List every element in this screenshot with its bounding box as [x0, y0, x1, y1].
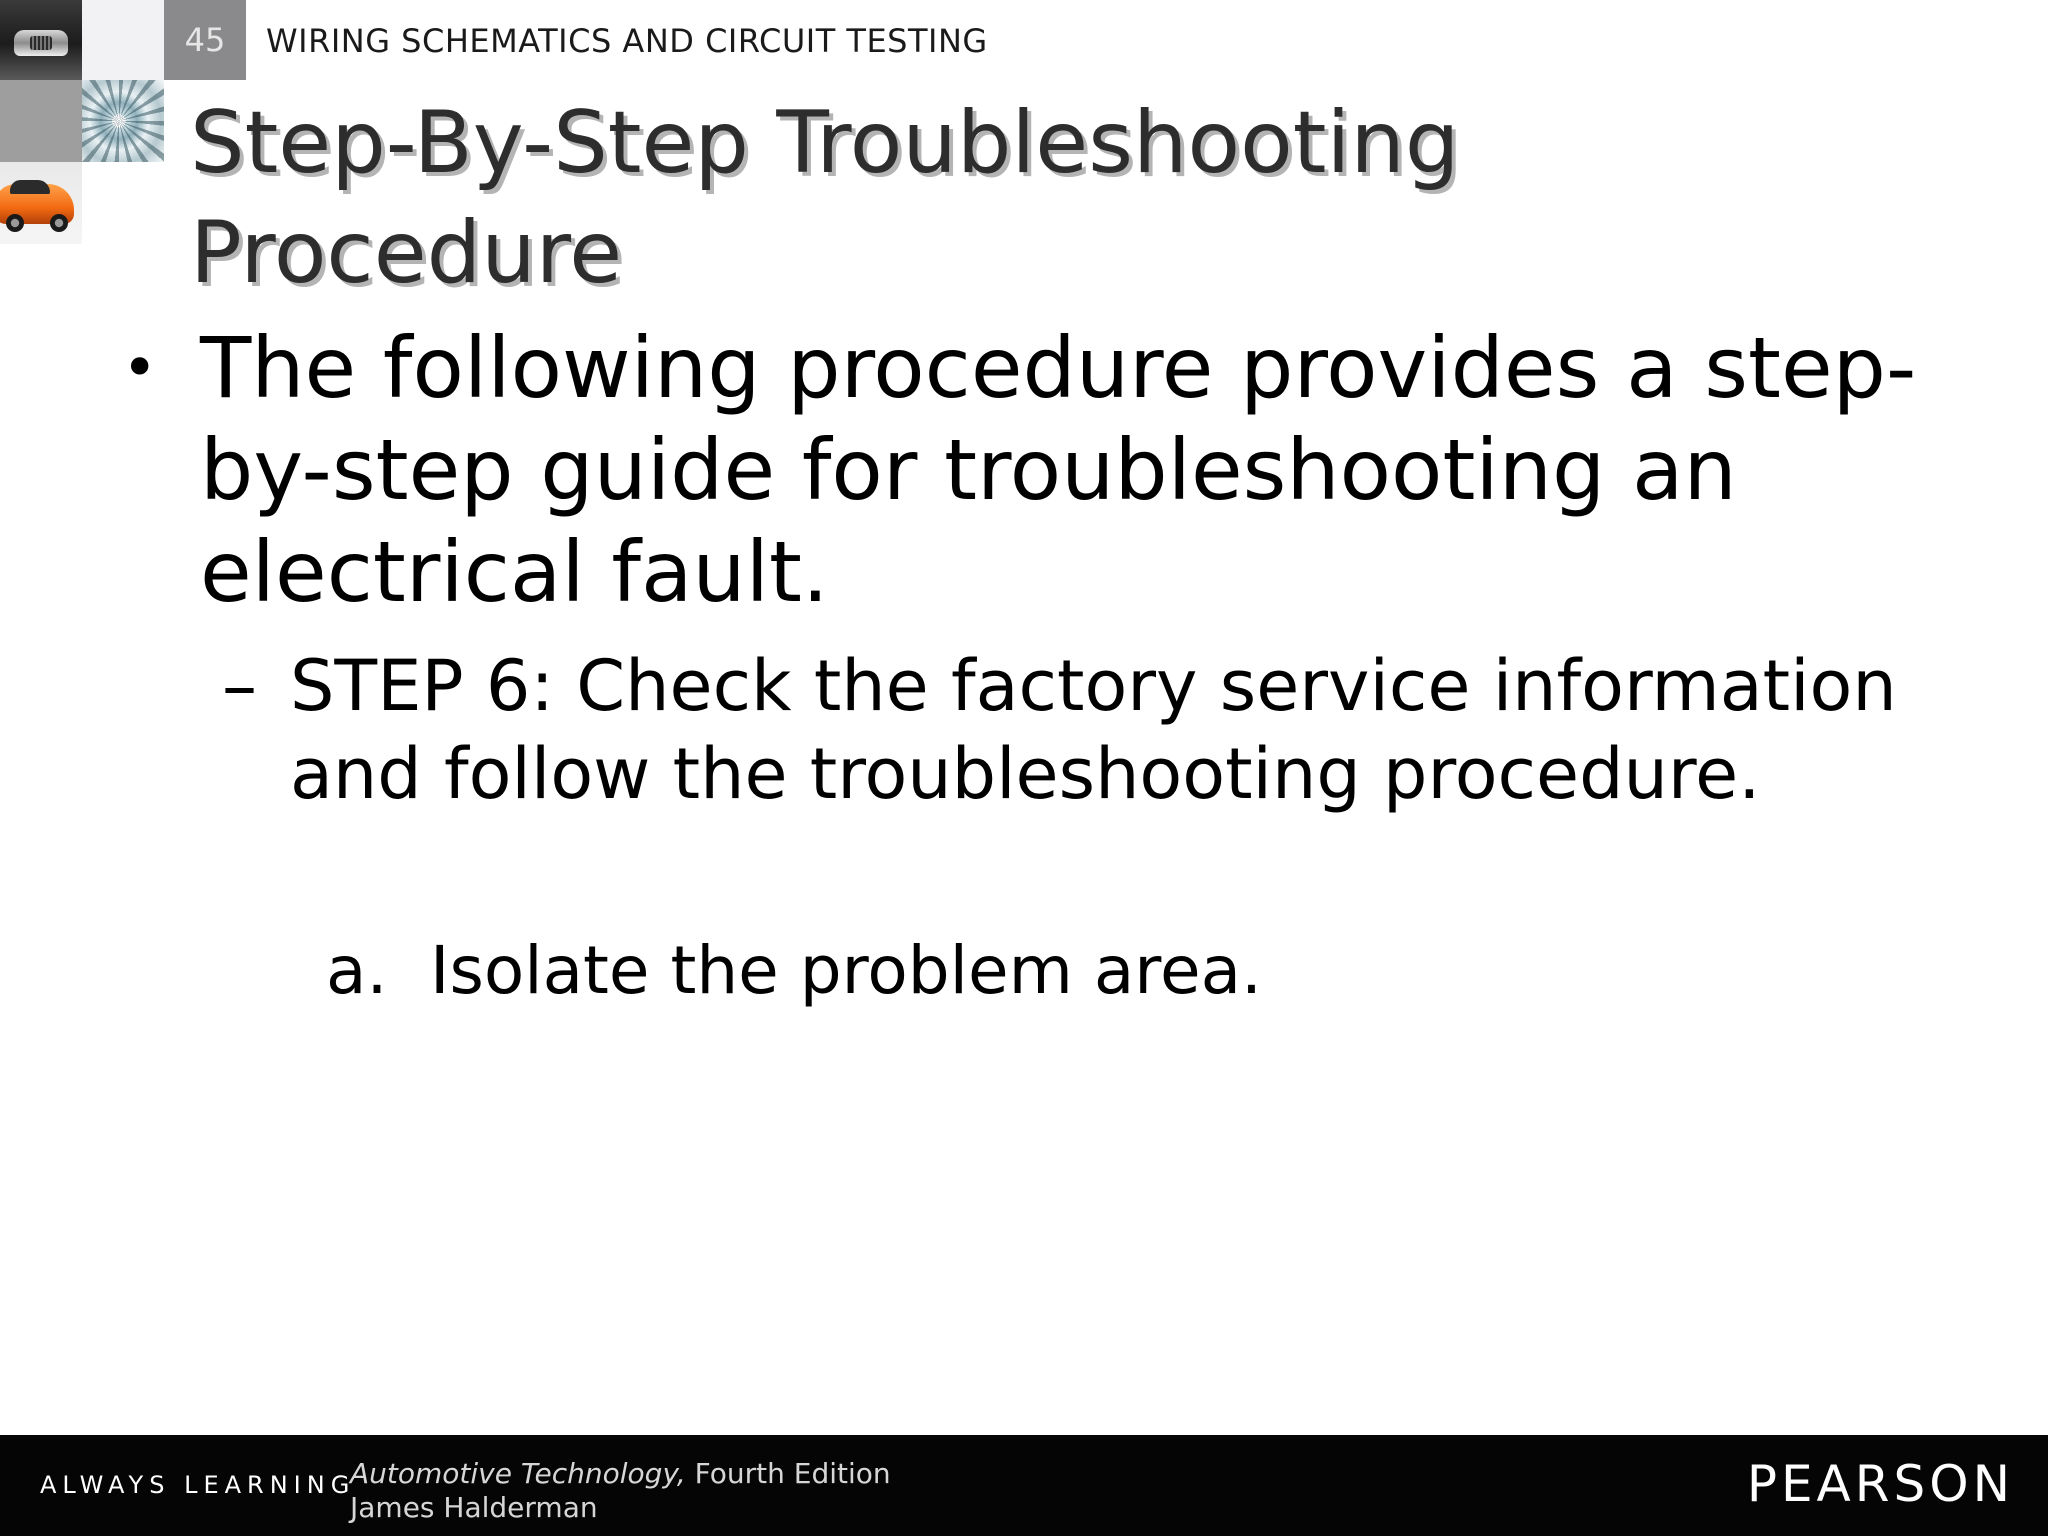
book-title-italic: Automotive Technology, — [350, 1457, 686, 1490]
book-title — [350, 1457, 891, 1490]
slide-number: 45 — [184, 21, 226, 59]
header-tile — [82, 162, 164, 244]
publisher-logo: PEARSON — [1746, 1455, 2014, 1513]
sub-bullet-text: STEP 6: Check the factory service information and follow the troubleshooting procedure. — [290, 645, 1897, 815]
orange-car-photo-icon — [0, 162, 82, 244]
bullet-text: The following procedure provides a step-by-step guide for troubleshooting an electrical fault. — [200, 319, 1917, 621]
turbine-photo-icon — [82, 80, 164, 162]
bullet-marker: • — [122, 333, 158, 403]
header-tile — [0, 80, 82, 162]
header-tile — [82, 0, 164, 80]
footer-bar — [0, 1435, 2048, 1536]
book-author: James Halderman — [350, 1491, 598, 1524]
book-edition: Fourth Edition — [685, 1457, 891, 1490]
list-item-marker: a. — [326, 932, 388, 1009]
sub-bullet-marker: – — [222, 645, 257, 727]
list-item-text: Isolate the problem area. — [430, 932, 1262, 1009]
car-front-photo-icon — [0, 0, 82, 80]
footer-tagline: ALWAYS LEARNING — [40, 1471, 356, 1499]
chapter-title: WIRING SCHEMATICS AND CIRCUIT TESTING — [266, 22, 988, 60]
slide-title: Step-By-Step Troubleshooting Procedure — [190, 93, 1460, 303]
